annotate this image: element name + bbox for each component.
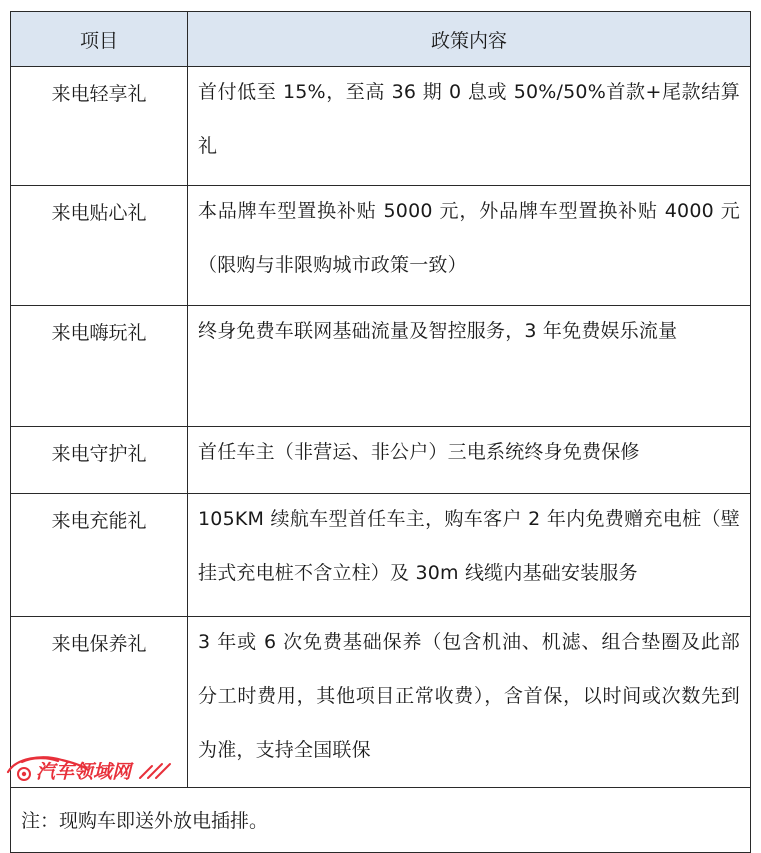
row-content-text: 首任车主（非营运、非公户）三电系统终身免费保修: [198, 441, 640, 463]
header-item: 项目: [11, 12, 188, 67]
row-content-text: 首付低至 15%，至高 36 期 0 息或 50%/50%首款+尾款结算礼: [198, 81, 740, 157]
table-note: 注：现购车即送外放电插排。: [11, 788, 751, 853]
header-content: 政策内容: [188, 12, 751, 67]
row-item: 来电保养礼: [11, 617, 188, 788]
table-note-row: [11, 788, 751, 853]
table-row: [11, 186, 751, 306]
row-content-text: 105KM 续航车型首任车主，购车客户 2 年内免费赠充电桩（壁挂式充电桩不含立柱）及 30m 线缆内基础安装服务: [198, 508, 740, 584]
row-content-text: 本品牌车型置换补贴 5000 元，外品牌车型置换补贴 4000 元（限购与非限购城市政策一致）: [198, 200, 740, 276]
table-header-row: [11, 12, 751, 67]
row-content: [188, 494, 751, 617]
row-content: [188, 427, 751, 494]
row-content-text: 终身免费车联网基础流量及智控服务，3 年免费娱乐流量: [198, 320, 678, 342]
table-row: [11, 67, 751, 186]
row-content: [188, 67, 751, 186]
row-content: [188, 186, 751, 306]
watermark-text: 汽车领域网: [36, 761, 132, 782]
row-content-text: 3 年或 6 次免费基础保养（包含机油、机滤、组合垫圈及此部分工时费用，其他项目正常收费），含首保，以时间或次数先到为准，支持全国联保: [198, 631, 740, 761]
table-row: [11, 427, 751, 494]
row-item: 来电嗨玩礼: [11, 306, 188, 427]
table-row: [11, 306, 751, 427]
row-item: 来电轻享礼: [11, 67, 188, 186]
policy-table: [10, 11, 751, 853]
table-row: [11, 494, 751, 617]
row-item: 来电充能礼: [11, 494, 188, 617]
row-item: 来电守护礼: [11, 427, 188, 494]
watermark-logo: [2, 748, 182, 782]
row-content: [188, 617, 751, 788]
row-content: [188, 306, 751, 427]
row-item: 来电贴心礼: [11, 186, 188, 306]
